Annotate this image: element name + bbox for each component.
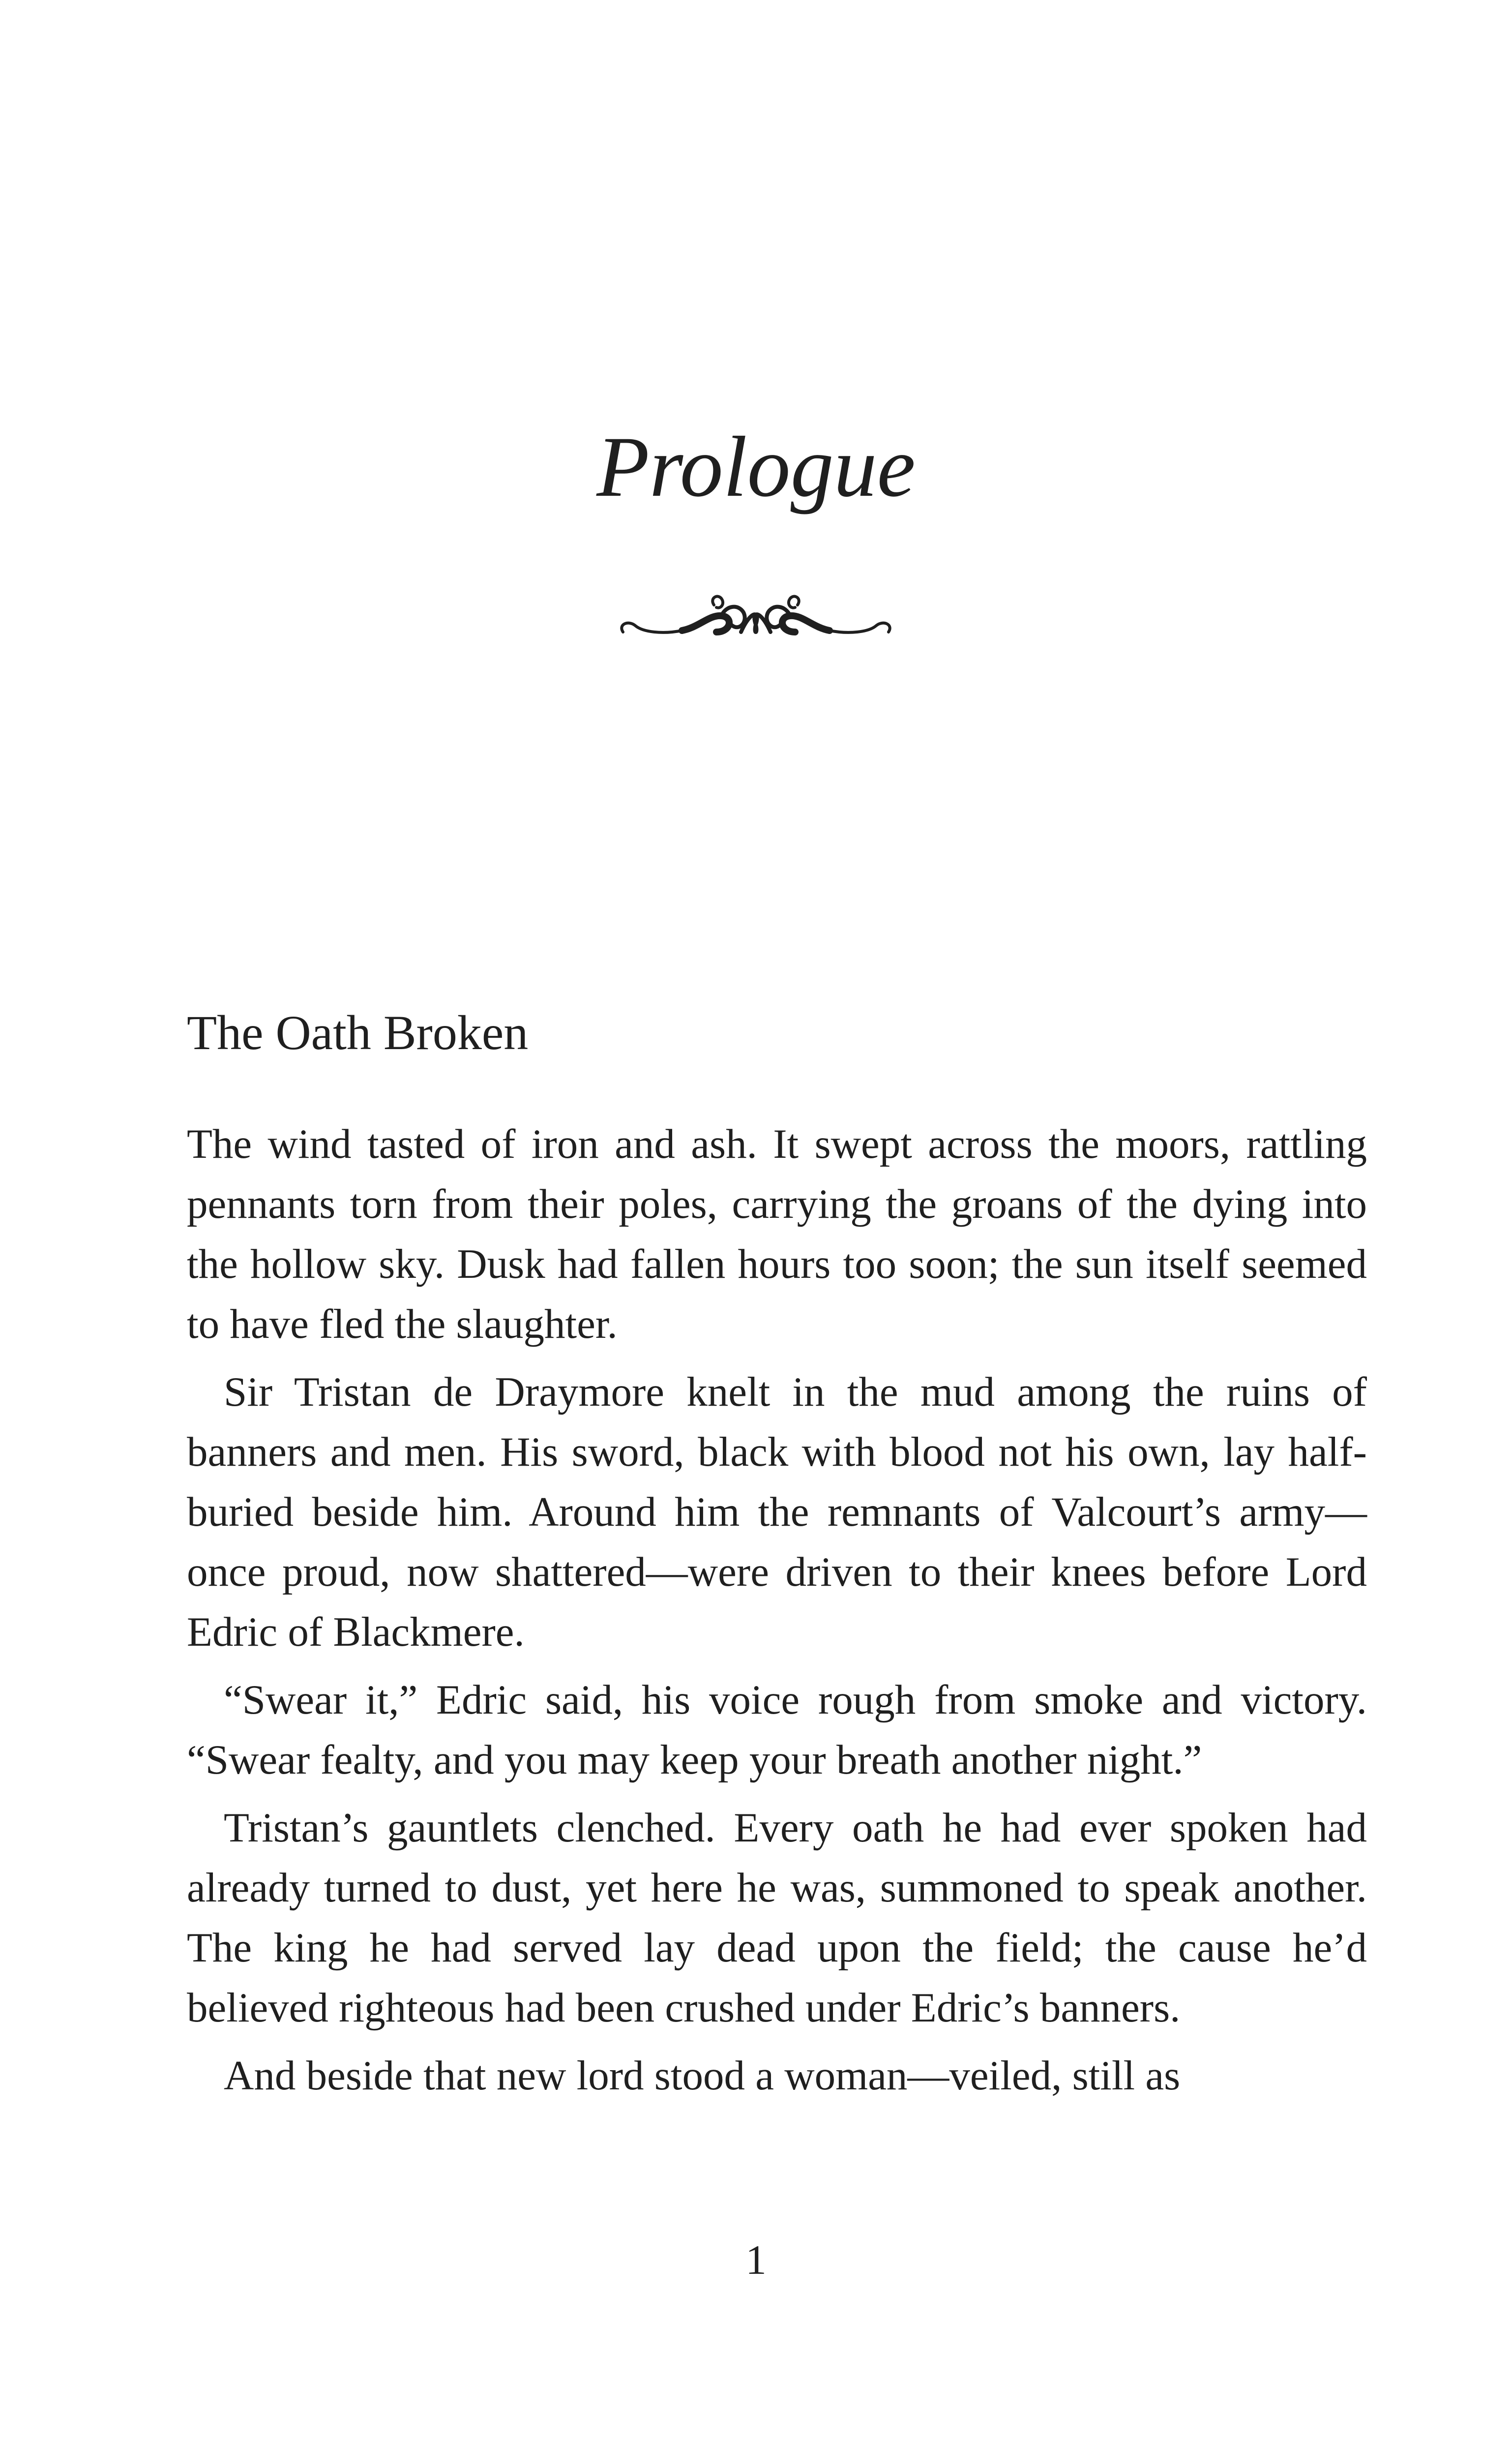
paragraph: Tristan’s gauntlets clenched. Every oath he had ever spoken had already turned to dust, yet here he was, summoned to speak another. The king he had served lay dead upon the field; the cause he’d believed righteous had been crushed under Edric’s banners. (187, 1805, 1367, 2031)
paragraph: Sir Tristan de Draymore knelt in the mud among the ruins of banners and men. His sword, black with blood not his own, lay half-buried beside him. Around him the remnants of Valcourt’s army—once proud, now shattered—were driven to their knees before Lord Edric of Blackmere. (187, 1369, 1367, 1655)
page-number: 1 (745, 2237, 767, 2283)
paragraph: The wind tasted of iron and ash. It swept across the moors, rattling pennants torn from their poles, carrying the groans of the dying into the hollow sky. Dusk had fallen hours too soon; the sun itself seemed to have fled the slaughter. (187, 1121, 1367, 1347)
body-text (187, 1114, 1367, 2113)
flourish-divider-icon (608, 585, 903, 659)
section-title: The Oath Broken (187, 1005, 529, 1060)
paragraph: And beside that new lord stood a woman—veiled, still as (224, 2052, 1181, 2099)
paragraph: “Swear it,” Edric said, his voice rough from smoke and victory. “Swear fealty, and you may keep your breath another night.” (187, 1677, 1367, 1783)
chapter-title: Prologue (596, 419, 916, 515)
